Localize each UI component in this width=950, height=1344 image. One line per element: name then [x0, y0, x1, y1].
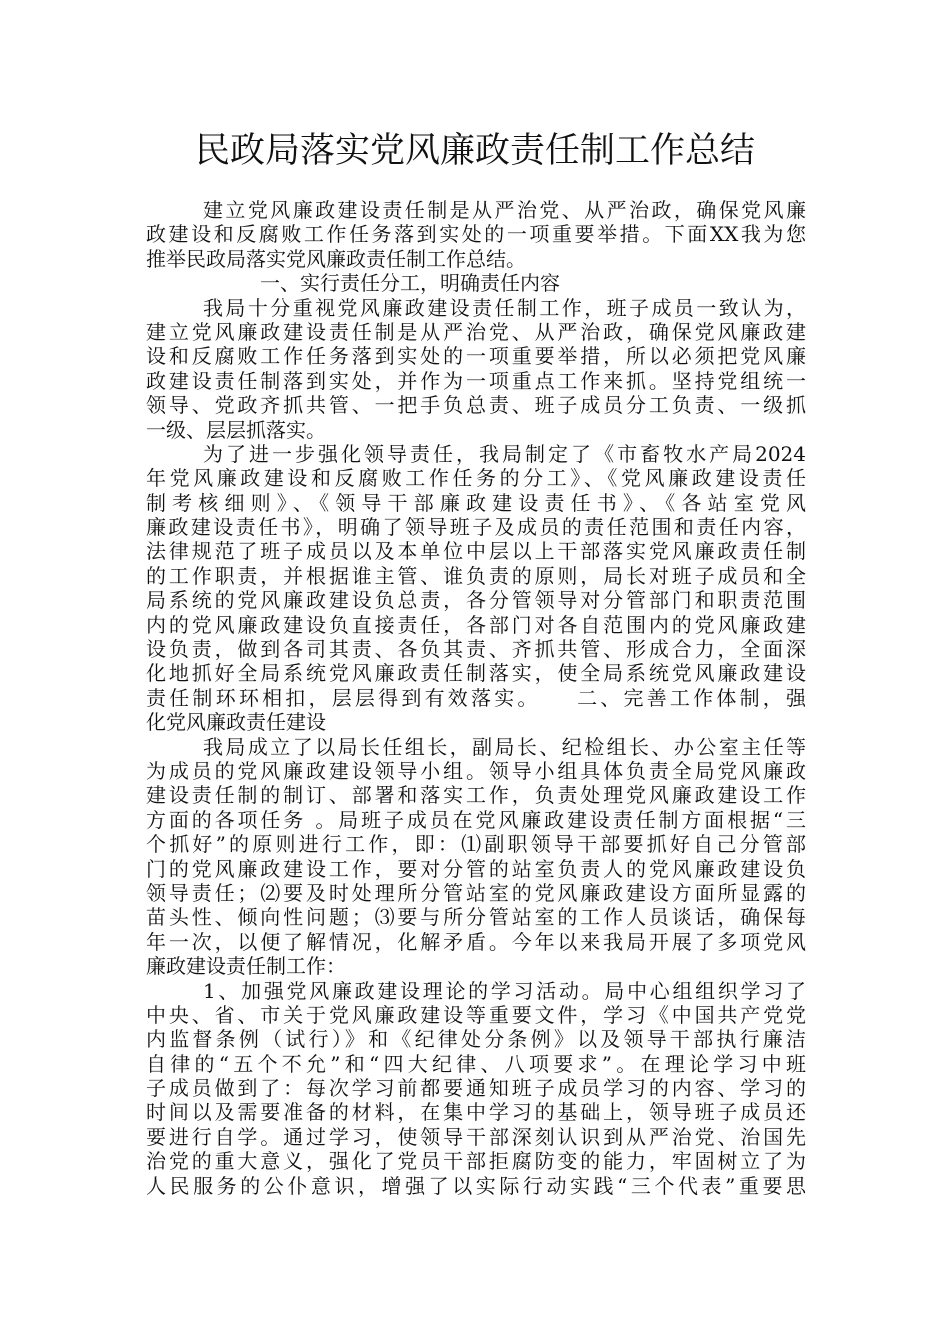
text-line: 廉政建设责任书》，明确了领导班子及成员的责任范围和责任内容，: [146, 515, 806, 540]
text-line: 我局十分重视党风廉政建设责任制工作，班子成员一致认为，: [203, 295, 806, 320]
text-line: 化党风廉政责任建设: [146, 710, 326, 735]
text-line: 局系统的党风廉政建设负总责，各分管领导对分管部门和职责范围: [146, 588, 806, 613]
text-line: 中央、省、市关于党风廉政建设等重要文件，学习《中国共产党党: [146, 1002, 806, 1027]
text-line: 门的党风廉政建设工作，要对分管的站室负责人的党风廉政建设负: [146, 856, 806, 881]
document-title: 民政局落实党风廉政责任制工作总结: [194, 131, 755, 171]
text-line: 建设责任制的制订、部署和落实工作，负责处理党风廉政建设工作: [146, 783, 806, 808]
text-line: 为成员的党风廉政建设领导小组。领导小组具体负责全局党风廉政: [146, 758, 806, 783]
text-line: 年一次，以便了解情况，化解矛盾。今年以来我局开展了多项党风: [146, 929, 806, 954]
text-line: 内监督条例（试行）》和《纪律处分条例》以及领导干部执行廉洁: [146, 1027, 806, 1052]
text-line: 领导责任；⑵要及时处理所分管站室的党风廉政建设方面所显露的: [146, 880, 806, 905]
text-line: 政建设责任制落到实处，并作为一项重点工作来抓。坚持党组统一: [146, 368, 806, 393]
document-body: [146, 198, 806, 1198]
text-line: 为了进一步强化领导责任，我局制定了《市畜牧水产局2024: [203, 441, 806, 466]
text-line: 推举民政局落实党风廉政责任制工作总结。: [146, 246, 526, 271]
text-line: 法律规范了班子成员以及本单位中层以上干部落实党风廉政责任制: [146, 539, 806, 564]
text-line: 建立党风廉政建设责任制是从严治党、从严治政，确保党风廉政建: [146, 319, 806, 344]
text-line: 个抓好”的原则进行工作，即：⑴副职领导干部要抓好自己分管部: [146, 832, 806, 857]
text-line: 1、加强党风廉政建设理论的学习活动。局中心组组织学习了: [203, 978, 806, 1003]
text-line: 制考核细则》、《领导干部廉政建设责任书》、《各站室党风: [146, 490, 806, 515]
text-line: 领导、党政齐抓共管、一把手负总责、班子成员分工负责、一级抓: [146, 393, 806, 418]
text-line: 廉政建设责任制工作：: [146, 954, 346, 979]
text-line: 方面的各项任务 。局班子成员在党风廉政建设责任制方面根据“三: [146, 807, 806, 832]
text-line: 自律的“五个不允”和“四大纪律、八项要求”。在理论学习中班: [146, 1051, 806, 1076]
text-line: 设和反腐败工作任务落到实处的一项重要举措，所以必须把党风廉: [146, 344, 806, 369]
text-line: 要进行自学。通过学习，使领导干部深刻认识到从严治党、治国先: [146, 1124, 806, 1149]
text-line: 建立党风廉政建设责任制是从严治党、从严治政，确保党风廉: [203, 198, 806, 222]
text-line: 我局成立了以局长任组长，副局长、纪检组长、办公室主任等: [203, 734, 806, 759]
text-line: 苗头性、倾向性问题；⑶要与所分管站室的工作人员谈话，确保每: [146, 905, 806, 930]
text-line: 的工作职责，并根据谁主管、谁负责的原则，局长对班子成员和全: [146, 563, 806, 588]
text-line: 设负责，做到各司其责、各负其责、齐抓共管、形成合力，全面深: [146, 637, 806, 662]
text-line: 子成员做到了：每次学习前都要通知班子成员学习的内容、学习的: [146, 1076, 806, 1101]
text-line: 一级、层层抓落实。: [146, 417, 326, 442]
text-line: 责任制环环相扣，层层得到有效落实。 二、完善工作体制，强: [146, 685, 806, 710]
text-line: 内的党风廉政建设负直接责任，各部门对各自范围内的党风廉政建: [146, 612, 806, 637]
text-line: 人民服务的公仆意识，增强了以实际行动实践“三个代表”重要思: [146, 1173, 806, 1198]
text-line: 化地抓好全局系统党风廉政责任制落实，使全局系统党风廉政建设: [146, 661, 806, 686]
text-line: 年党风廉政建设和反腐败工作任务的分工》、《党风廉政建设责任: [146, 466, 806, 491]
text-line: 一、实行责任分工，明确责任内容: [260, 271, 560, 296]
text-line: 治党的重大意义，强化了党员干部拒腐防变的能力，牢固树立了为: [146, 1149, 806, 1174]
text-line: 政建设和反腐败工作任务落到实处的一项重要举措。下面XX我为您: [146, 222, 806, 247]
text-line: 时间以及需要准备的材料，在集中学习的基础上，领导班子成员还: [146, 1100, 806, 1125]
